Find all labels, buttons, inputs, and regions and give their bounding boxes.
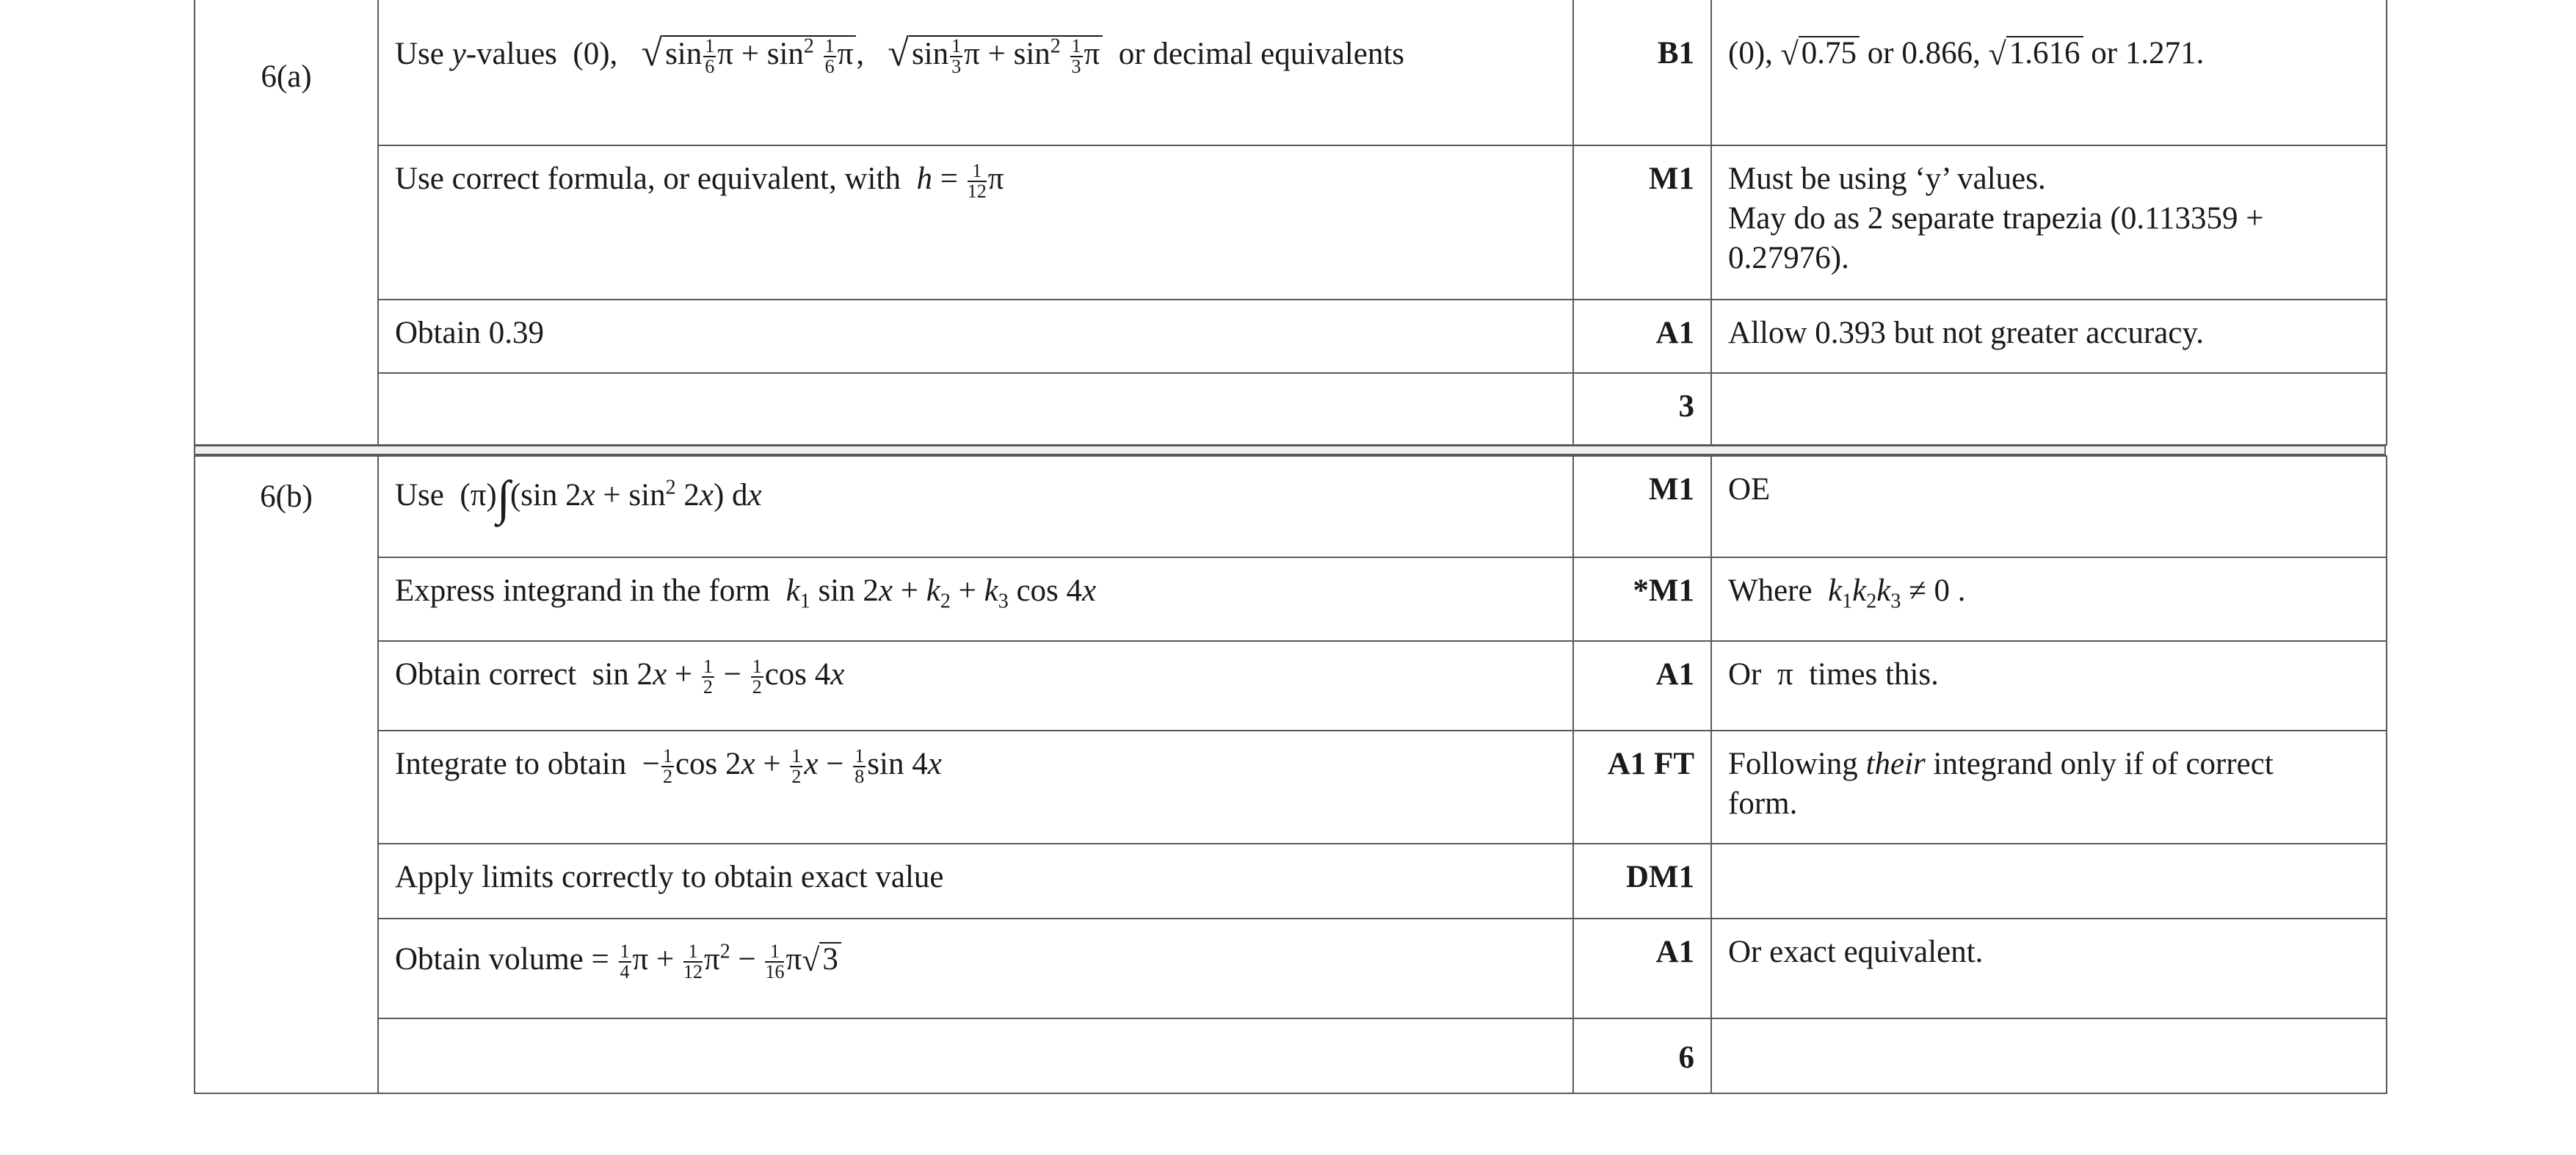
answer-text: Use y-values (0), √sin $\frac{1}{6}$ $\pi + \sin^2$ $\frac{1}{6}$ π, √sin $\frac{1}{3}$ $\pi + \sin^2$ $\frac{1}{3}$ π or decimal equivalents [395, 32, 1404, 78]
answer-cell [378, 557, 1573, 641]
mark-cell [1573, 919, 1711, 1018]
guidance-text: OE [1728, 472, 1771, 507]
guidance-cell [1711, 0, 2387, 145]
answer-cell [378, 641, 1573, 731]
answer-text: Integrate to obtain − $\frac{1}{2}$ cos 2x + $\frac{1}{2}$ x − $\frac{1}{8}$ sin 4x [395, 745, 942, 788]
guidance-cell [1711, 731, 2387, 844]
answer-text: Use (π)∫(sin $2x + \sin^2 2x$) dx [395, 471, 762, 525]
mark-code: A1 [1655, 316, 1694, 350]
mark-cell [1573, 300, 1711, 373]
mark-cell [1573, 0, 1711, 145]
answer-cell [378, 919, 1573, 1018]
answer-text: Apply limits correctly to obtain exact value [395, 860, 944, 894]
guidance-text: Or π times this. [1728, 657, 1939, 692]
question-number-cell [195, 456, 378, 1093]
mark-cell [1573, 557, 1711, 641]
section-separator [194, 445, 2386, 455]
mark-cell [1573, 456, 1711, 557]
mark-cell [1573, 731, 1711, 844]
guidance-cell [1711, 641, 2387, 731]
answer-text: Express integrand in the form $k_1$ $\sin 2x + k_2 + k_3$ cos 4x [395, 573, 1097, 613]
total-marks: 6 [1678, 1040, 1694, 1075]
answer-cell-empty [378, 373, 1573, 445]
answer-cell [378, 0, 1573, 145]
mark-code: *M1 [1633, 573, 1694, 608]
mark-cell [1573, 844, 1711, 919]
total-mark-cell [1573, 373, 1711, 445]
total-mark-cell [1573, 1018, 1711, 1093]
mark-code: A1 FT [1607, 747, 1694, 781]
answer-cell [378, 731, 1573, 844]
guidance-line: Following their integrand only if of correct [1728, 747, 2274, 781]
guidance-cell-empty [1711, 373, 2387, 445]
guidance-line: 0.27976). [1728, 241, 1849, 275]
total-marks: 3 [1678, 389, 1694, 424]
guidance-text: (0), √0.75 or 0.866, √1.616 or 1.271. [1728, 36, 2205, 72]
answer-cell [378, 300, 1573, 373]
mark-scheme-table-6a [194, 0, 2387, 446]
question-number: 6(a) [261, 59, 312, 94]
mark-cell [1573, 641, 1711, 731]
guidance-text: Or exact equivalent. [1728, 935, 1984, 969]
answer-cell [378, 844, 1573, 919]
mark-cell [1573, 145, 1711, 300]
mark-code: M1 [1648, 162, 1694, 196]
guidance-cell [1711, 919, 2387, 1018]
guidance-text: Allow 0.393 but not greater accuracy. [1728, 316, 2204, 350]
answer-text: Use correct formula, or equivalent, with h = $\frac{1}{12}$ π [395, 160, 1004, 203]
answer-text: Obtain correct sin 2x + $\frac{1}{2}$ − $\frac{1}{2}$ cos 4x [395, 656, 845, 698]
mark-code: A1 [1655, 935, 1694, 969]
mark-scheme-table-6b [194, 455, 2387, 1094]
mark-code: A1 [1655, 657, 1694, 692]
guidance-line: Must be using ‘y’ values. [1728, 162, 2046, 196]
question-number-cell [195, 0, 378, 445]
question-number: 6(b) [260, 479, 313, 514]
answer-text: Obtain 0.39 [395, 316, 545, 350]
mark-code: B1 [1657, 36, 1694, 70]
guidance-line: form. [1728, 786, 1798, 821]
guidance-cell [1711, 456, 2387, 557]
guidance-text: Where $k_1k_2k_3 \ne 0$ . [1728, 573, 1966, 613]
guidance-cell-empty [1711, 1018, 2387, 1093]
answer-cell-empty [378, 1018, 1573, 1093]
guidance-cell [1711, 557, 2387, 641]
answer-cell [378, 456, 1573, 557]
guidance-cell [1711, 145, 2387, 300]
mark-code: DM1 [1625, 860, 1694, 894]
answer-text: Obtain volume = $\frac{1}{4}$ π + $\frac{1}{12}$ $\pi^2$ − $\frac{1}{16}$ π√3 [395, 942, 841, 977]
answer-cell [378, 145, 1573, 300]
mark-code: M1 [1648, 472, 1694, 507]
guidance-line: May do as 2 separate trapezia (0.113359 + [1728, 201, 2264, 236]
guidance-cell-empty [1711, 844, 2387, 919]
guidance-cell [1711, 300, 2387, 373]
